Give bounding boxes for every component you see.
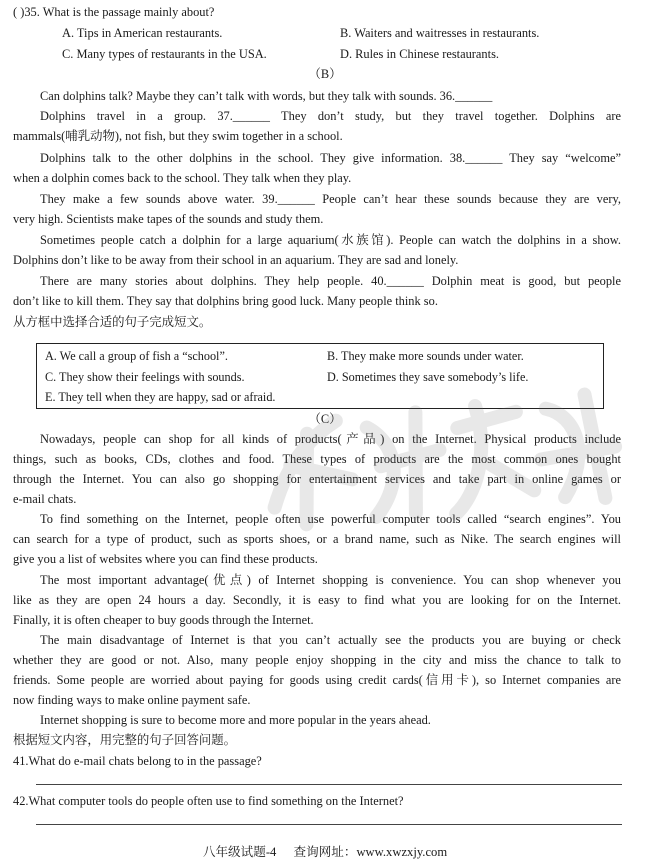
options-box xyxy=(36,343,604,409)
passage-b-line: don’t like to kill them. They say that dolphins bring good luck. Many people think so. xyxy=(13,294,438,308)
passage-c-line: whether they are good or not. Also, many people enjoy shopping in the city and miss the chance to talk to xyxy=(13,653,621,667)
box-option-a: A. We call a group of fish a “school”. xyxy=(45,349,228,363)
box-option-e: E. They tell when they are happy, sad or afraid. xyxy=(45,390,276,404)
passage-c-line: To find something on the Internet, people often use powerful computer tools called “search engines”. You xyxy=(40,512,621,526)
passage-c-line: like as they are open 24 hours a day. Secondly, it is easy to find what you are looking for on the Internet. xyxy=(13,593,621,607)
passage-b-line: Dolphins talk to the other dolphins in the school. They give information. 38.______ They say “welcome” xyxy=(40,151,621,165)
page-footer xyxy=(0,843,650,861)
passage-c-line: The main disadvantage of Internet is that you can’t actually see the products you are buying or check xyxy=(40,633,621,647)
answer-line-42[interactable] xyxy=(36,824,622,825)
passage-c-line: e-mail chats. xyxy=(13,492,77,506)
passage-b-line: Dolphins travel in a group. 37.______ They don’t study, but they travel together. Dolphins are xyxy=(40,109,621,123)
question-41: 41.What do e-mail chats belong to in the passage? xyxy=(13,754,262,768)
section-b-heading: （B） xyxy=(308,67,342,81)
passage-c-line: through the Internet. You can also go shopping for entertainment services and take part in online games or xyxy=(13,472,621,486)
passage-c-line: The most important advantage(优点) of Internet shopping is convenience. You can shop whenever you xyxy=(40,573,621,587)
q35-option-c: C. Many types of restaurants in the USA. xyxy=(62,47,267,61)
box-option-d: D. Sometimes they save somebody’s life. xyxy=(327,370,529,384)
passage-b-line: Can dolphins talk? Maybe they can’t talk with words, but they talk with sounds. 36.______ xyxy=(40,89,493,103)
passage-b-line: mammals(哺乳动物), not fish, but they swim together in a school. xyxy=(13,129,343,143)
passage-c-line: now finding ways to make online payment safe. xyxy=(13,693,251,707)
passage-c-line: Finally, it is often cheaper to buy goods through the Internet. xyxy=(13,613,314,627)
section-c-heading: （C） xyxy=(308,412,342,426)
q35-option-b: B. Waiters and waitresses in restaurants. xyxy=(340,26,540,40)
box-option-b: B. They make more sounds under water. xyxy=(327,349,524,363)
footer-site-label: 查询网址：www.xwzxjy.com xyxy=(293,845,448,859)
box-option-c: C. They show their feelings with sounds. xyxy=(45,370,245,384)
question-42: 42.What computer tools do people often use to find something on the Internet? xyxy=(13,794,404,808)
passage-b-line: Dolphins don’t like to be away from their school in an aquarium. They are sad and lonely. xyxy=(13,253,459,267)
passage-c-line: Nowadays, people can shop for all kinds of products(产品) on the Internet. Physical products include xyxy=(40,432,621,446)
passage-b-line: when a dolphin comes back to the school. They talk when they play. xyxy=(13,171,352,185)
passage-b-line: Sometimes people catch a dolphin for a large aquarium(水族馆). People can watch the dolphins in a show. xyxy=(40,233,621,247)
answer-line-41[interactable] xyxy=(36,784,622,785)
passage-b-line: There are many stories about dolphins. They help people. 40.______ Dolphin meat is good, but people xyxy=(40,274,621,288)
passage-b-line: very high. Scientists make tapes of the sounds and study them. xyxy=(13,212,324,226)
passage-c-line: give you a list of websites where you can find these products. xyxy=(13,552,318,566)
q35-option-a: A. Tips in American restaurants. xyxy=(62,26,223,40)
passage-b-line: They make a few sounds above water. 39.______ People can’t hear these sounds because they are very, xyxy=(40,192,621,206)
section-b-instruction: 从方框中选择合适的句子完成短文。 xyxy=(13,315,212,329)
footer-page-label: 八年级试题-4 xyxy=(202,845,277,859)
q35-option-d: D. Rules in Chinese restaurants. xyxy=(340,47,499,61)
section-c-instruction: 根据短文内容，用完整的句子回答问题。 xyxy=(13,733,237,747)
passage-c-line: can search for a type of product, such as sports shoes, or a brand name, such as Nike. The search engines will xyxy=(13,532,621,546)
passage-c-line: things, such as books, CDs, clothes and food. These types of products are the most common ones bought xyxy=(13,452,621,466)
passage-c-line: friends. Some people are worried about paying for goods using credit cards(信用卡), so Internet companies are xyxy=(13,673,621,687)
passage-c-line: Internet shopping is sure to become more and more popular in the years ahead. xyxy=(40,713,431,727)
question-35: ( )35. What is the passage mainly about? xyxy=(13,5,215,19)
